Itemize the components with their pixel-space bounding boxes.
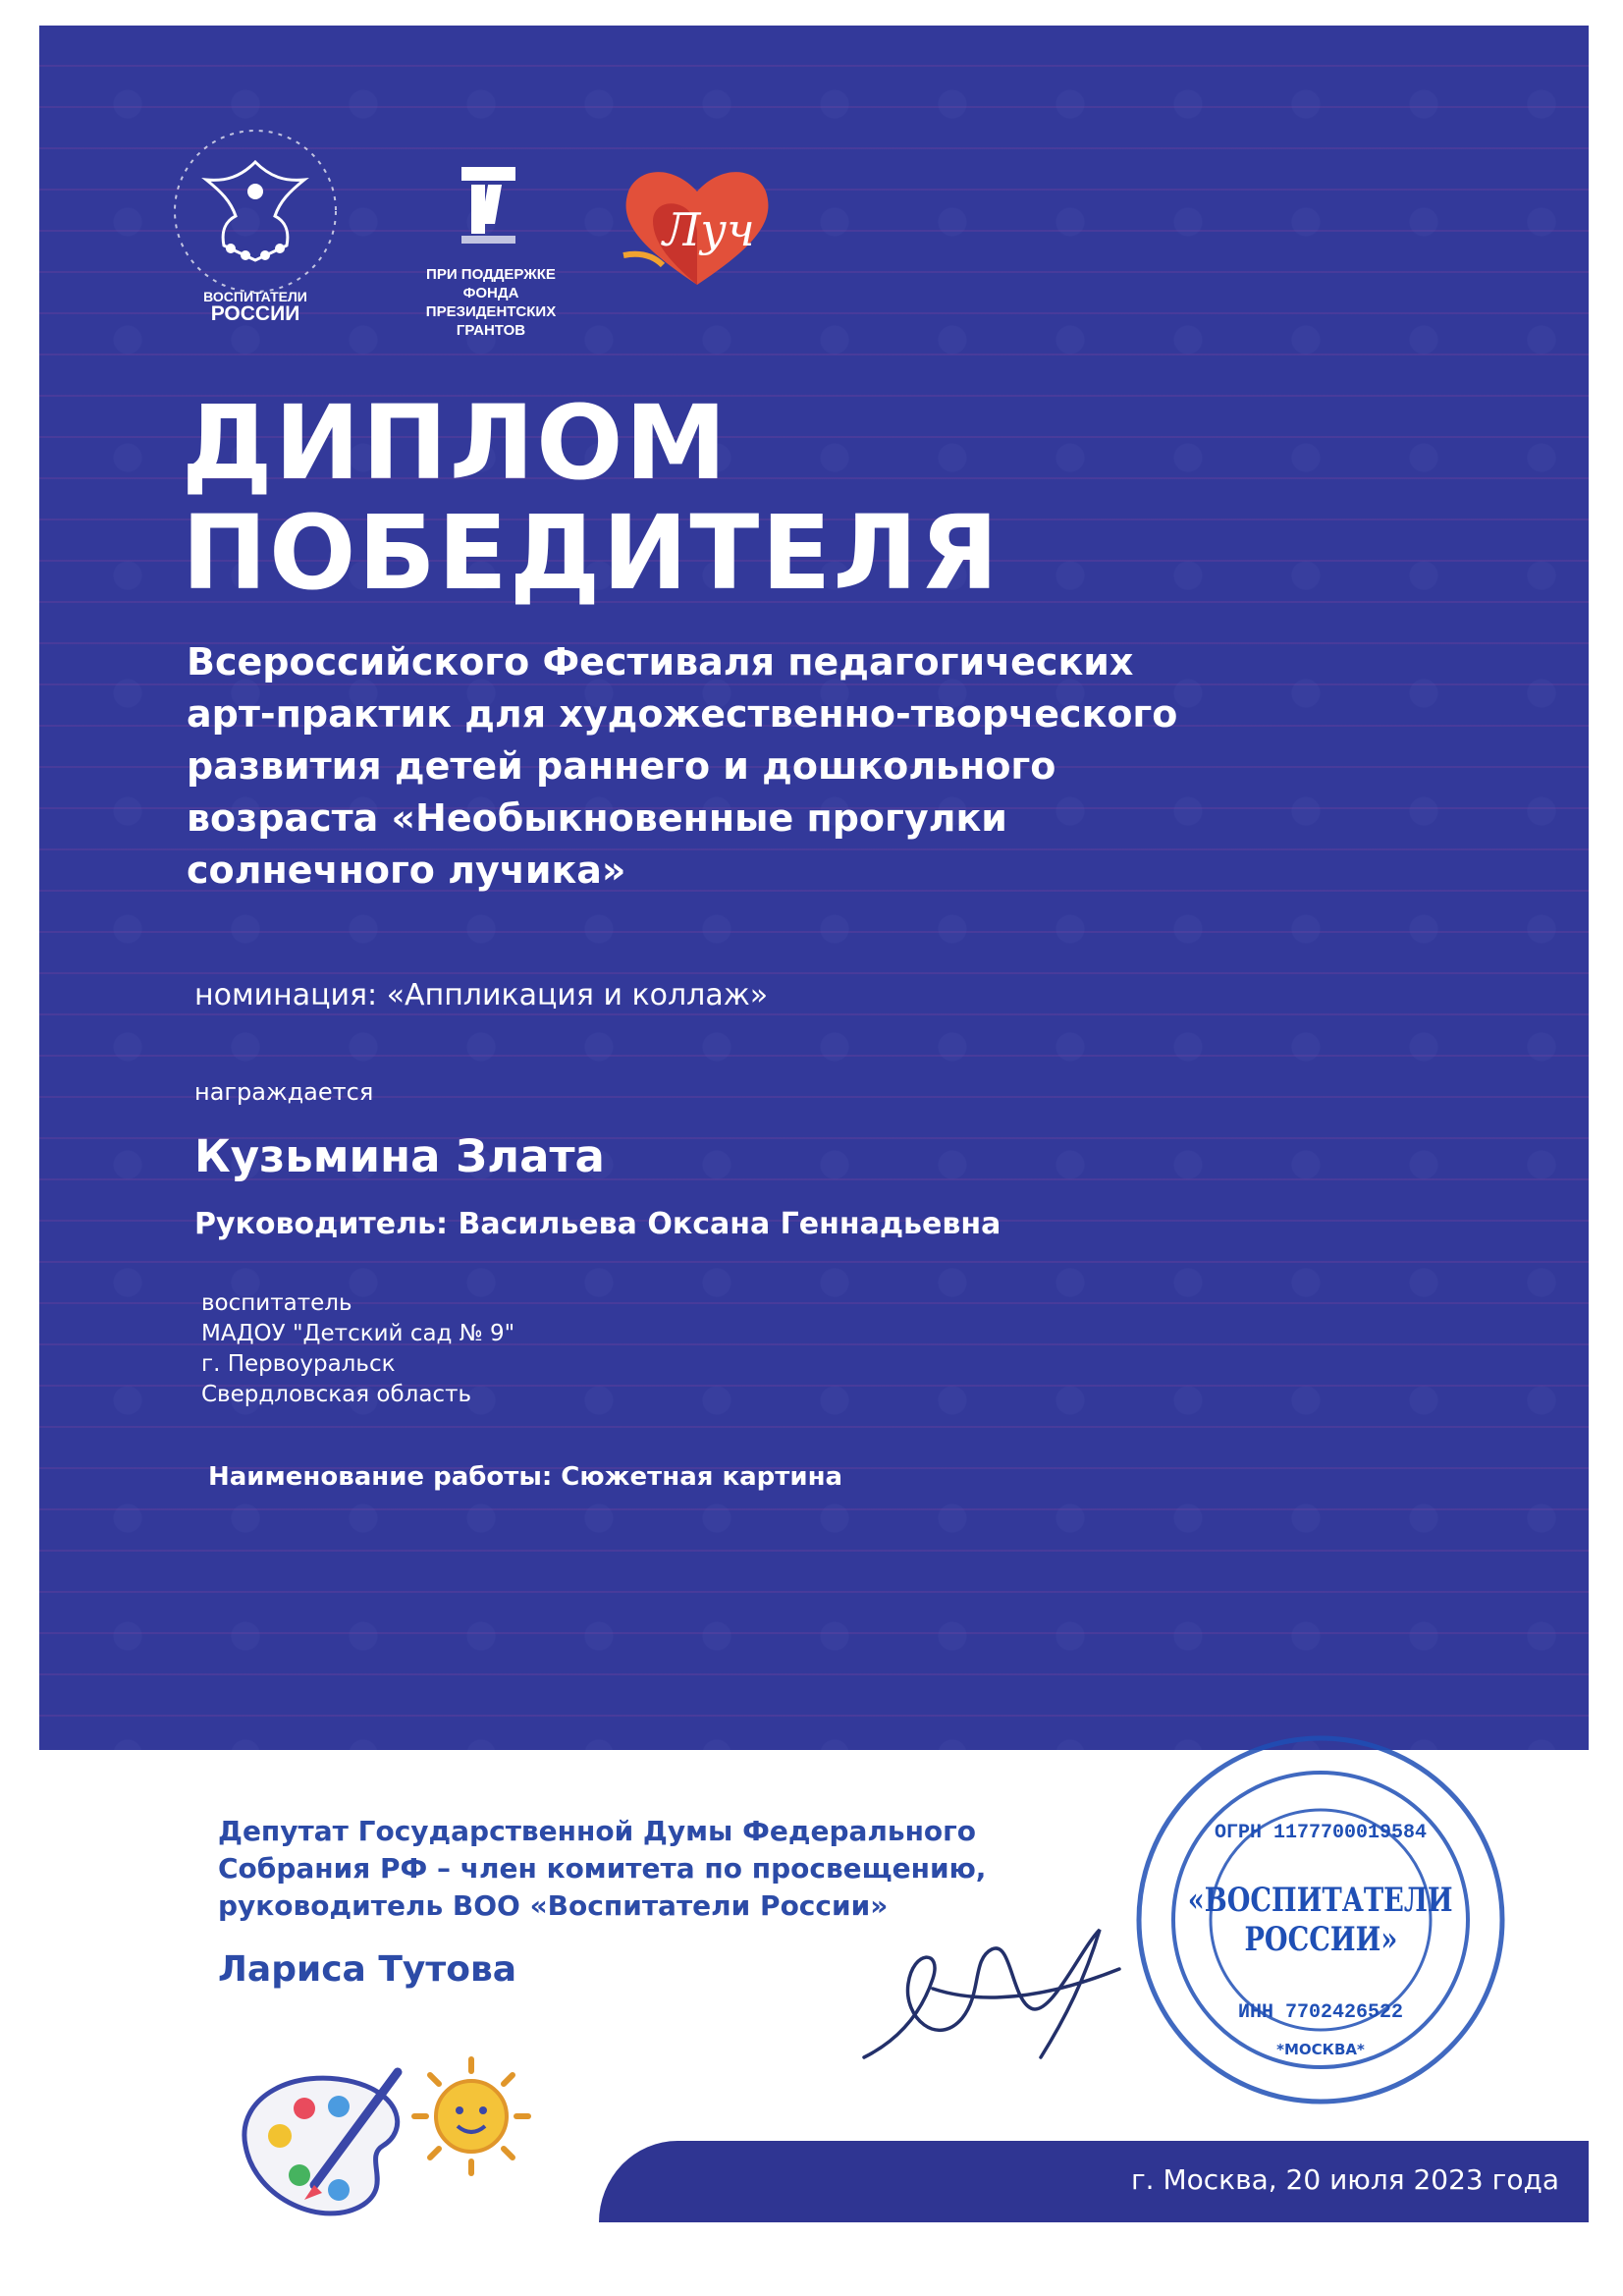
- presidential-grants-logo: [403, 157, 579, 344]
- fpg-mark-icon: [403, 157, 579, 255]
- signatory-line: руководитель ВОО «Воспитатели России»: [218, 1889, 889, 1922]
- stamp-city: *МОСКВА*: [1276, 2041, 1365, 2058]
- detail-region: Свердловская область: [201, 1382, 472, 1407]
- luch-logo-text: Луч: [663, 203, 755, 256]
- stamp-ogrn: ОГРН 1177700019584: [1214, 1822, 1428, 1844]
- signatory-name: Лариса Тутова: [218, 1949, 517, 1990]
- title-line-1: ДИПЛОМ: [182, 383, 729, 503]
- supervisor: Руководитель: Васильева Оксана Геннадьевна: [194, 1207, 1001, 1241]
- stamp-line-2: РОССИИ»: [1244, 1920, 1397, 1959]
- awarded-label: награждается: [194, 1078, 374, 1106]
- vospitateli-rossii-logo: [147, 123, 363, 349]
- festival-line: арт-практик для художественно-творческого: [187, 692, 1178, 736]
- heart-logo-icon: [609, 152, 785, 300]
- work-title: Наименование работы: Сюжетная картина: [208, 1462, 843, 1492]
- title-line-2: ПОБЕДИТЕЛЯ: [182, 493, 1001, 613]
- winner-name: Кузьмина Злата: [194, 1130, 605, 1182]
- detail-position: воспитатель: [201, 1290, 352, 1316]
- date-bar: [599, 2141, 1589, 2222]
- festival-name: [187, 636, 1424, 897]
- signatory-line: Собрания РФ – член комитета по просвещению,: [218, 1852, 987, 1885]
- festival-line: солнечного лучика»: [187, 848, 626, 892]
- signatory-line: Депутат Государственной Думы Федерального: [218, 1815, 977, 1847]
- detail-organization: МАДОУ "Детский сад № 9": [201, 1321, 515, 1346]
- signature-icon: [844, 1890, 1139, 2116]
- logos-row: [147, 123, 835, 358]
- official-stamp: [1129, 1728, 1512, 2111]
- palette-sun-icon: [226, 2038, 550, 2224]
- diploma-title: [182, 383, 1360, 613]
- festival-line: развития детей раннего и дошкольного: [187, 744, 1056, 788]
- participant-details: [201, 1288, 514, 1410]
- issue-date: г. Москва, 20 июля 2023 года: [1130, 2163, 1559, 2196]
- fpg-caption: ПРИ ПОДДЕРЖКЕ ФОНДА ПРЕЗИДЕНТСКИХ ГРАНТОВ: [425, 266, 557, 339]
- stamp-inn: ИНН 7702426522: [1237, 2001, 1404, 2024]
- festival-line: возраста «Необыкновенные прогулки: [187, 796, 1007, 840]
- nomination: номинация: «Аппликация и коллаж»: [194, 978, 769, 1012]
- stamp-line-1: «ВОСПИТАТЕЛИ: [1188, 1881, 1453, 1920]
- festival-line: Всероссийского Фестиваля педагогических: [187, 640, 1134, 683]
- vr-logo-text: ВОСПИТАТЕЛИ РОССИИ: [203, 289, 307, 325]
- luch-logo: [609, 152, 785, 300]
- detail-city: г. Первоуральск: [201, 1351, 396, 1377]
